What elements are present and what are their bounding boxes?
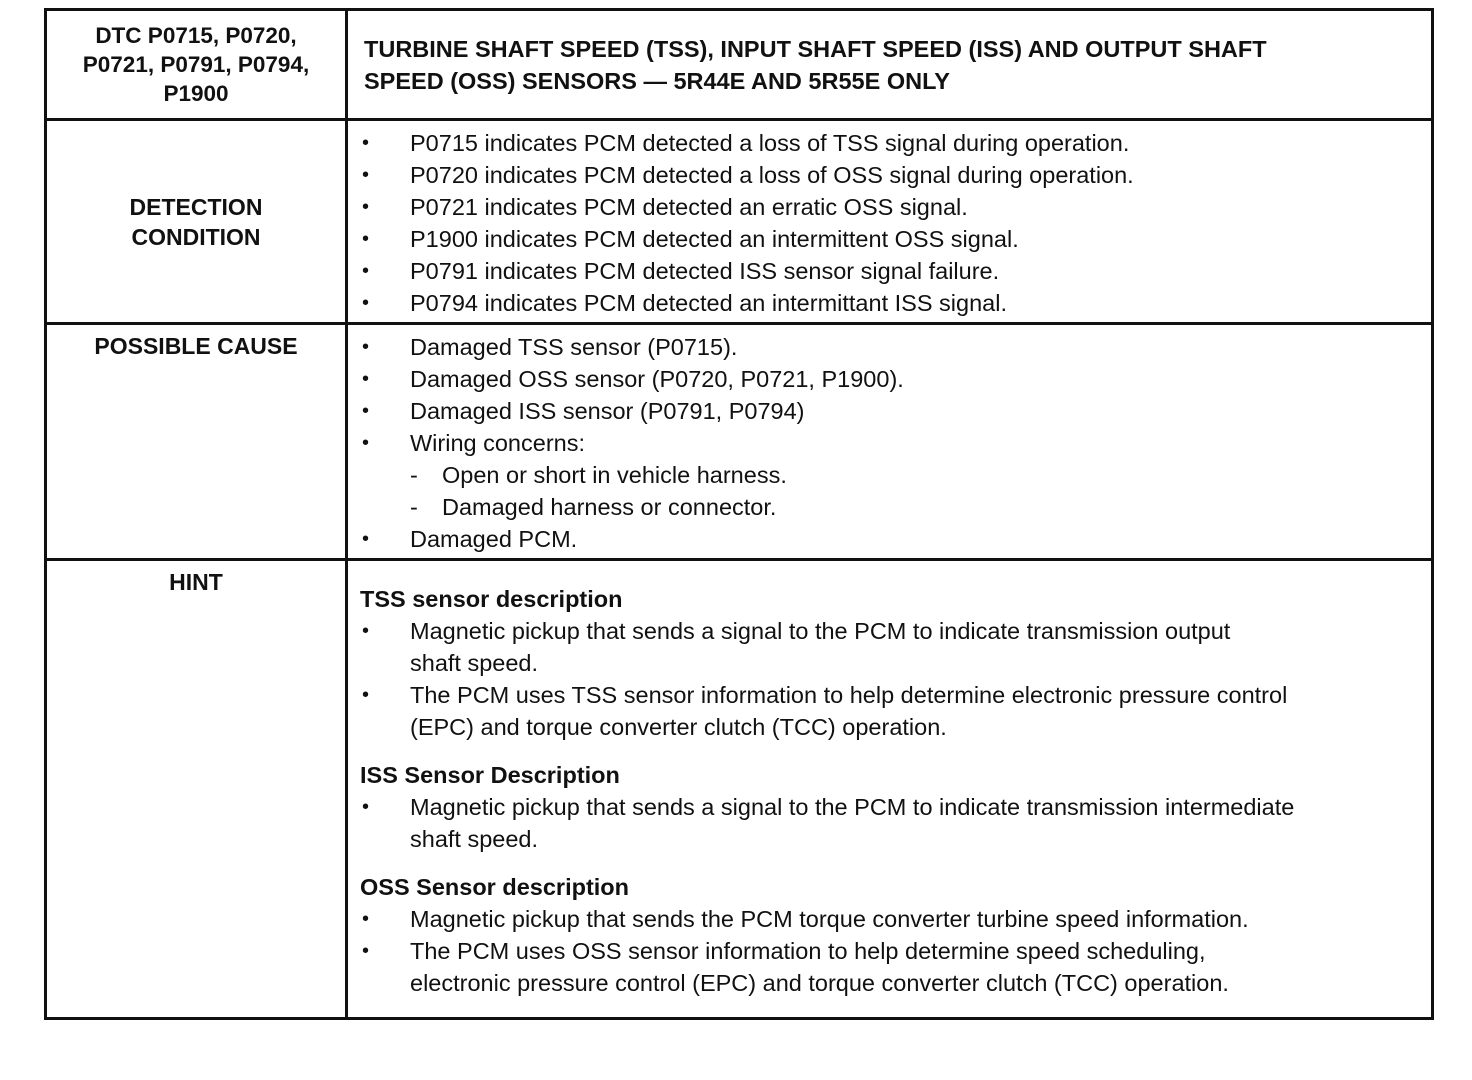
bullet-icon: • [362, 164, 370, 186]
iss-description-section [348, 759, 1431, 855]
list-item [362, 287, 1423, 319]
list-item-text: P0715 indicates PCM detected a loss of TSS signal during operation. [410, 130, 1130, 156]
list-item [362, 159, 1423, 191]
sub-list-item [410, 491, 1423, 523]
possible-cause-label: POSSIBLE CAUSE [46, 324, 347, 560]
list-item-text: Damaged OSS sensor (P0720, P0721, P1900). [410, 366, 904, 392]
list-item-text: Wiring concerns: [410, 430, 585, 456]
list-item-line: Magnetic pickup that sends a signal to the PCM to indicate transmission output [410, 618, 1231, 644]
list-item [362, 935, 1423, 999]
list-item-line: shaft speed. [410, 826, 539, 852]
dtc-info-table [44, 8, 1434, 1020]
sub-list-item-text: Damaged harness or connector. [442, 494, 777, 520]
list-item-line: electronic pressure control (EPC) and torque converter clutch (TCC) operation. [410, 970, 1229, 996]
oss-description-section [348, 871, 1431, 999]
tss-description-section [348, 583, 1431, 743]
header-row [46, 10, 1433, 120]
bullet-icon: • [362, 292, 370, 314]
bullet-icon: • [362, 940, 370, 962]
list-item-text: P0794 indicates PCM detected an intermittant ISS signal. [410, 290, 1007, 316]
list-item [362, 395, 1423, 427]
bullet-icon: • [362, 620, 370, 642]
list-item-line: The PCM uses TSS sensor information to help determine electronic pressure control [410, 682, 1288, 708]
detection-list [348, 127, 1431, 319]
dtc-codes-label [46, 10, 347, 120]
sub-list-item-text: Open or short in vehicle harness. [442, 462, 787, 488]
dtc-codes-line: DTC P0715, P0720, [95, 23, 297, 48]
section-title: ISS Sensor Description [360, 762, 620, 788]
list-item-line: Magnetic pickup that sends a signal to the PCM to indicate transmission intermediate [410, 794, 1295, 820]
bullet-icon: • [362, 400, 370, 422]
section-title: TSS sensor description [360, 586, 623, 612]
dash-icon: - [410, 494, 418, 520]
bullet-icon: • [362, 132, 370, 154]
cause-list [348, 331, 1431, 555]
sub-list-item [410, 459, 1423, 491]
wiring-sublist [410, 459, 1423, 523]
detection-row [46, 120, 1433, 324]
dash-icon: - [410, 462, 418, 488]
bullet-icon: • [362, 260, 370, 282]
list-item [362, 191, 1423, 223]
list-item-text: P0791 indicates PCM detected ISS sensor signal failure. [410, 258, 1000, 284]
list-item [362, 679, 1423, 743]
bullet-icon: • [362, 908, 370, 930]
sensor-title-line: TURBINE SHAFT SPEED (TSS), INPUT SHAFT SPEED (ISS) AND OUTPUT SHAFT [364, 36, 1267, 62]
dtc-codes-line: P1900 [163, 81, 229, 106]
detection-condition-content [347, 120, 1433, 324]
list-item-text: Damaged ISS sensor (P0791, P0794) [410, 398, 805, 424]
detection-label-line: CONDITION [131, 223, 261, 250]
list-item [362, 791, 1423, 855]
list-item [362, 255, 1423, 287]
list-item [362, 127, 1423, 159]
list-item-line: shaft speed. [410, 650, 539, 676]
hint-row [46, 560, 1433, 1019]
list-item-line: Magnetic pickup that sends the PCM torque converter turbine speed information. [410, 906, 1249, 932]
list-item-text: P0720 indicates PCM detected a loss of OSS signal during operation. [410, 162, 1134, 188]
bullet-icon: • [362, 336, 370, 358]
hint-label: HINT [46, 560, 347, 1019]
list-item-text: Damaged PCM. [410, 526, 578, 552]
list-item [362, 223, 1423, 255]
bullet-icon: • [362, 684, 370, 706]
bullet-icon: • [362, 528, 370, 550]
hint-content [347, 560, 1433, 1019]
oss-description-list [348, 903, 1431, 999]
dtc-codes-line: P0721, P0791, P0794, [82, 52, 310, 77]
tss-description-list [348, 615, 1431, 743]
list-item-text: P0721 indicates PCM detected an erratic OSS signal. [410, 194, 968, 220]
sensor-title [347, 10, 1433, 120]
list-item [362, 903, 1423, 935]
bullet-icon: • [362, 432, 370, 454]
bullet-icon: • [362, 796, 370, 818]
detection-label-line: DETECTION [129, 193, 263, 220]
list-item-text: P1900 indicates PCM detected an intermittent OSS signal. [410, 226, 1019, 252]
sensor-title-line: SPEED (OSS) SENSORS — 5R44E AND 5R55E ONLY [364, 68, 950, 94]
list-item-line: (EPC) and torque converter clutch (TCC) operation. [410, 714, 947, 740]
list-item [362, 615, 1423, 679]
bullet-icon: • [362, 196, 370, 218]
list-item-text: Damaged TSS sensor (P0715). [410, 334, 738, 360]
iss-description-list [348, 791, 1431, 855]
section-title: OSS Sensor description [360, 874, 630, 900]
list-item [362, 363, 1423, 395]
list-item [362, 523, 1423, 555]
list-item [362, 427, 1423, 523]
bullet-icon: • [362, 228, 370, 250]
bullet-icon: • [362, 368, 370, 390]
list-item-line: The PCM uses OSS sensor information to help determine speed scheduling, [410, 938, 1206, 964]
possible-cause-row [46, 324, 1433, 560]
detection-condition-label [46, 120, 347, 324]
possible-cause-content [347, 324, 1433, 560]
list-item [362, 331, 1423, 363]
